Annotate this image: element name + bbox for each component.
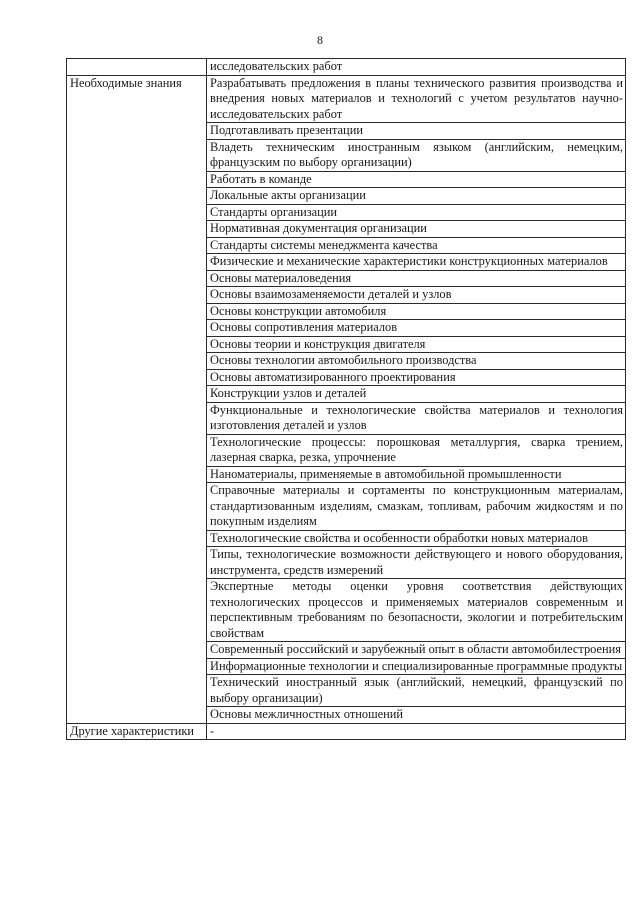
knowledge-item: Основы автоматизированного проектирования (207, 369, 626, 386)
knowledge-item: Технический иностранный язык (английский, немецкий, французский по выбору организации) (207, 675, 626, 707)
knowledge-item: Функциональные и технологические свойства материалов и технология изготовления деталей и узлов (207, 402, 626, 434)
knowledge-item: Стандарты организации (207, 204, 626, 221)
knowledge-item: Стандарты системы менеджмента качества (207, 237, 626, 254)
knowledge-item: Физические и механические характеристики конструкционных материалов (207, 254, 626, 271)
table-row (67, 723, 626, 740)
knowledge-item: Основы теории и конструкция двигателя (207, 336, 626, 353)
knowledge-item: Основы материаловедения (207, 270, 626, 287)
knowledge-item: Технологические процессы: порошковая металлургия, сварка трением, лазерная сварка, резка, упрочнение (207, 434, 626, 466)
table-row (67, 59, 626, 76)
knowledge-item: Современный российский и зарубежный опыт в области автомобилестроения (207, 642, 626, 659)
knowledge-item: Наноматериалы, применяемые в автомобильной промышленности (207, 466, 626, 483)
knowledge-item: Подготавливать презентации (207, 123, 626, 140)
knowledge-item: Конструкции узлов и деталей (207, 386, 626, 403)
knowledge-item: Основы конструкции автомобиля (207, 303, 626, 320)
knowledge-item: Основы межличностных отношений (207, 707, 626, 724)
knowledge-item: Основы технологии автомобильного производства (207, 353, 626, 370)
first-row-text: исследовательских работ (207, 59, 626, 76)
knowledge-item: Владеть техническим иностранным языком (английским, немецким, французским по выбору организации) (207, 139, 626, 171)
knowledge-item: Работать в команде (207, 171, 626, 188)
knowledge-item: Разрабатывать предложения в планы технического развития производства и внедрения новых материалов и технологий с учетом результатов научно-исследовательских работ (207, 75, 626, 123)
other-characteristics-label: Другие характеристики (67, 723, 207, 740)
knowledge-item: Справочные материалы и сортаменты по конструкционным материалам, стандартизованным изделиям, смазкам, топливам, рабочим жидкостям и по покупным изделиям (207, 483, 626, 531)
knowledge-item: Основы сопротивления материалов (207, 320, 626, 337)
knowledge-item: Информационные технологии и специализированные программные продукты (207, 658, 626, 675)
table-row (67, 75, 626, 123)
knowledge-item: Основы взаимозаменяемости деталей и узлов (207, 287, 626, 304)
knowledge-item: Экспертные методы оценки уровня соответствия действующих технологических процессов и применяемых материалов современным и перспективным требованиям по безопасности, экологии и потребительским свойствам (207, 579, 626, 642)
empty-label-cell (67, 59, 207, 76)
knowledge-item: Локальные акты организации (207, 188, 626, 205)
knowledge-item: Нормативная документация организации (207, 221, 626, 238)
knowledge-item: Типы, технологические возможности действующего и нового оборудования, инструмента, средств измерений (207, 547, 626, 579)
page-number: 8 (317, 33, 323, 47)
knowledge-label: Необходимые знания (67, 75, 207, 723)
other-characteristics-value: - (207, 723, 626, 740)
competency-table (66, 58, 626, 740)
knowledge-item: Технологические свойства и особенности обработки новых материалов (207, 530, 626, 547)
